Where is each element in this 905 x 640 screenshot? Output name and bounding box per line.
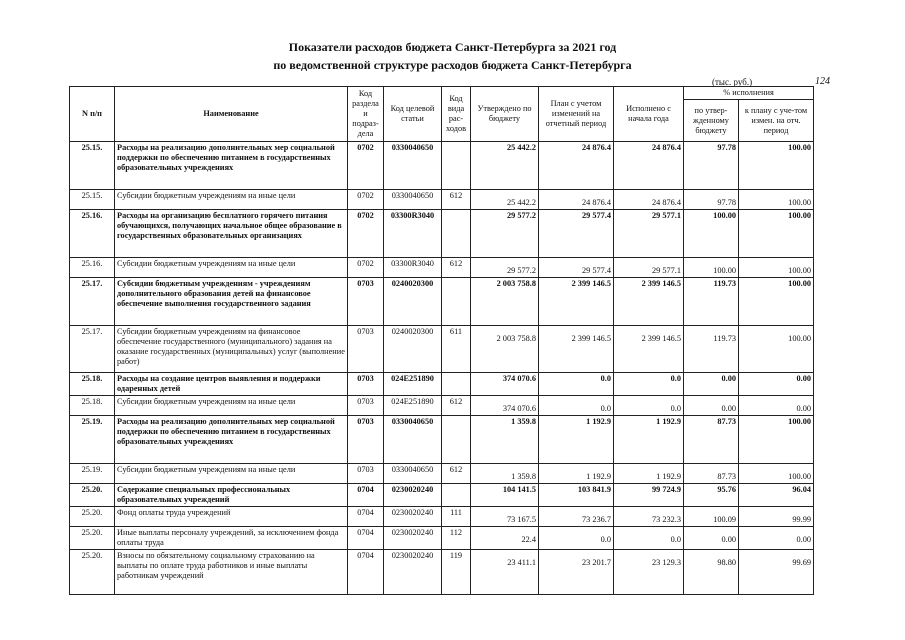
row-vid: [442, 278, 471, 326]
row-executed: 2 399 146.5: [614, 326, 684, 373]
row-number: 25.20.: [70, 484, 115, 507]
row-name: Субсидии бюджетным учреждениям на иные цели: [115, 464, 348, 484]
table-row: [70, 416, 814, 464]
row-name: Расходы на организацию бесплатного горячего питания обучающихся, получающих начальное общее образование в государственных образовательных организациях: [115, 210, 348, 258]
header-plan: План с учетом изменений на отчетный период: [539, 87, 614, 142]
row-razdel: 0703: [348, 396, 384, 416]
row-executed: 73 232.3: [614, 507, 684, 527]
row-pct-plan: 100.00: [739, 464, 814, 484]
row-number: 25.20.: [70, 527, 115, 550]
row-vid: [442, 484, 471, 507]
row-pct-approved: 119.73: [684, 278, 739, 326]
row-approved: 22.4: [471, 527, 539, 550]
row-plan: 2 399 146.5: [539, 326, 614, 373]
row-vid: 612: [442, 396, 471, 416]
row-pct-approved: 95.76: [684, 484, 739, 507]
row-pct-plan: 0.00: [739, 527, 814, 550]
row-pct-plan: 100.00: [739, 278, 814, 326]
row-pct-plan: 100.00: [739, 142, 814, 190]
row-statya: 024E251890: [384, 373, 442, 396]
row-executed: 2 399 146.5: [614, 278, 684, 326]
table-row: [70, 527, 814, 550]
row-razdel: 0704: [348, 550, 384, 595]
row-number: 25.17.: [70, 278, 115, 326]
row-pct-approved: 100.09: [684, 507, 739, 527]
row-approved: 23 411.1: [471, 550, 539, 595]
row-executed: 1 192.9: [614, 464, 684, 484]
report-title-line-1: Показатели расходов бюджета Санкт-Петербурга за 2021 год: [288, 40, 617, 54]
header-isp: Исполнено с начала года: [614, 87, 684, 142]
row-pct-approved: 87.73: [684, 464, 739, 484]
row-executed: 99 724.9: [614, 484, 684, 507]
row-approved: 25 442.2: [471, 142, 539, 190]
row-vid: 119: [442, 550, 471, 595]
row-statya: 0240020300: [384, 326, 442, 373]
row-number: 25.18.: [70, 396, 115, 416]
row-approved: 1 359.8: [471, 416, 539, 464]
row-plan: 2 399 146.5: [539, 278, 614, 326]
row-statya: 0330040650: [384, 142, 442, 190]
row-plan: 0.0: [539, 396, 614, 416]
row-vid: [442, 142, 471, 190]
row-razdel: 0703: [348, 416, 384, 464]
row-name: Субсидии бюджетным учреждениям - учреждениям дополнительного образования детей на финансовое обеспечение выполнения государственного задания: [115, 278, 348, 326]
budget-table: [69, 86, 814, 595]
row-statya: 03300R3040: [384, 210, 442, 258]
row-number: 25.19.: [70, 416, 115, 464]
table-body: [70, 142, 814, 595]
row-pct-approved: 0.00: [684, 373, 739, 396]
row-approved: 29 577.2: [471, 258, 539, 278]
row-razdel: 0704: [348, 484, 384, 507]
header-utv: Утверждено по бюджету: [471, 87, 539, 142]
row-number: 25.20.: [70, 507, 115, 527]
row-statya: 0330040650: [384, 464, 442, 484]
row-statya: 03300R3040: [384, 258, 442, 278]
row-approved: 2 003 758.8: [471, 278, 539, 326]
header-statya: Код целевой статьи: [384, 87, 442, 142]
row-number: 25.20.: [70, 550, 115, 595]
row-razdel: 0703: [348, 373, 384, 396]
row-executed: 0.0: [614, 527, 684, 550]
row-plan: 24 876.4: [539, 190, 614, 210]
table-row: [70, 142, 814, 190]
row-pct-approved: 0.00: [684, 527, 739, 550]
row-executed: 0.0: [614, 396, 684, 416]
row-number: 25.18.: [70, 373, 115, 396]
row-number: 25.16.: [70, 210, 115, 258]
row-pct-plan: 96.04: [739, 484, 814, 507]
row-plan: 0.0: [539, 527, 614, 550]
row-statya: 0330040650: [384, 416, 442, 464]
row-executed: 29 577.1: [614, 258, 684, 278]
row-statya: 0230020240: [384, 507, 442, 527]
row-razdel: 0703: [348, 278, 384, 326]
row-approved: 1 359.8: [471, 464, 539, 484]
row-name: Субсидии бюджетным учреждениям на иные цели: [115, 190, 348, 210]
row-plan: 1 192.9: [539, 416, 614, 464]
row-statya: 0240020300: [384, 278, 442, 326]
row-pct-approved: 100.00: [684, 258, 739, 278]
row-name: Расходы на создание центров выявления и поддержки одаренных детей: [115, 373, 348, 396]
row-razdel: 0702: [348, 190, 384, 210]
row-vid: 611: [442, 326, 471, 373]
row-vid: 612: [442, 464, 471, 484]
table-row: [70, 210, 814, 258]
row-pct-plan: 0.00: [739, 373, 814, 396]
row-plan: 23 201.7: [539, 550, 614, 595]
row-approved: 29 577.2: [471, 210, 539, 258]
report-title-line-2: по ведомственной структуре расходов бюджета Санкт-Петербурга: [273, 58, 632, 72]
row-number: 25.15.: [70, 142, 115, 190]
row-razdel: 0703: [348, 326, 384, 373]
row-name: Субсидии бюджетным учреждениям на финансовое обеспечение государственного (муниципального) задания на оказание государственных (муниципальных) услуг (выполнение работ): [115, 326, 348, 373]
table-row: [70, 484, 814, 507]
row-executed: 24 876.4: [614, 190, 684, 210]
table-row: [70, 550, 814, 595]
row-number: 25.19.: [70, 464, 115, 484]
row-executed: 1 192.9: [614, 416, 684, 464]
row-plan: 103 841.9: [539, 484, 614, 507]
row-name: Взносы по обязательному социальному страхованию на выплаты по оплате труда работников и иные выплаты работникам учреждений: [115, 550, 348, 595]
row-plan: 29 577.4: [539, 210, 614, 258]
table-row: [70, 373, 814, 396]
table-row: [70, 278, 814, 326]
row-vid: [442, 373, 471, 396]
row-name: Иные выплаты персоналу учреждений, за исключением фонда оплаты труда: [115, 527, 348, 550]
table-row: [70, 326, 814, 373]
row-razdel: 0702: [348, 142, 384, 190]
row-pct-plan: 100.00: [739, 416, 814, 464]
row-pct-approved: 0.00: [684, 396, 739, 416]
table-row: [70, 190, 814, 210]
row-approved: 2 003 758.8: [471, 326, 539, 373]
row-number: 25.16.: [70, 258, 115, 278]
row-number: 25.15.: [70, 190, 115, 210]
row-razdel: 0702: [348, 258, 384, 278]
row-razdel: 0704: [348, 507, 384, 527]
row-pct-approved: 98.80: [684, 550, 739, 595]
row-name: Субсидии бюджетным учреждениям на иные цели: [115, 396, 348, 416]
row-statya: 0330040650: [384, 190, 442, 210]
row-pct-plan: 100.00: [739, 258, 814, 278]
row-executed: 23 129.3: [614, 550, 684, 595]
row-razdel: 0704: [348, 527, 384, 550]
row-plan: 24 876.4: [539, 142, 614, 190]
row-plan: 29 577.4: [539, 258, 614, 278]
row-plan: 1 192.9: [539, 464, 614, 484]
row-pct-approved: 119.73: [684, 326, 739, 373]
row-razdel: 0702: [348, 210, 384, 258]
table-row: [70, 464, 814, 484]
row-executed: 24 876.4: [614, 142, 684, 190]
row-pct-plan: 100.00: [739, 190, 814, 210]
header-razdel: Код раздела и подраз-дела: [348, 87, 384, 142]
table-row: [70, 396, 814, 416]
row-approved: 73 167.5: [471, 507, 539, 527]
row-pct-plan: 99.69: [739, 550, 814, 595]
row-vid: [442, 416, 471, 464]
row-name: Расходы на реализацию дополнительных мер социальной поддержки по обеспечению питанием в государственных образовательных учреждениях: [115, 416, 348, 464]
row-vid: 112: [442, 527, 471, 550]
row-statya: 0230020240: [384, 550, 442, 595]
header-pct-utv: по утвер-жденному бюджету: [684, 100, 739, 142]
row-name: Содержание специальных профессиональных образовательных учреждений: [115, 484, 348, 507]
row-vid: 111: [442, 507, 471, 527]
row-approved: 374 070.6: [471, 396, 539, 416]
units-label: (тыс. руб.): [712, 77, 753, 87]
row-executed: 0.0: [614, 373, 684, 396]
row-pct-approved: 97.78: [684, 190, 739, 210]
page-number: 124: [815, 76, 830, 87]
row-approved: 25 442.2: [471, 190, 539, 210]
row-number: 25.17.: [70, 326, 115, 373]
row-pct-plan: 100.00: [739, 210, 814, 258]
header-npp: N п/п: [70, 87, 115, 142]
header-pct-plan: к плану с уче-том измен. на отч. период: [739, 100, 814, 142]
row-vid: 612: [442, 190, 471, 210]
row-plan: 73 236.7: [539, 507, 614, 527]
row-name: Фонд оплаты труда учреждений: [115, 507, 348, 527]
row-statya: 0230020240: [384, 527, 442, 550]
row-razdel: 0703: [348, 464, 384, 484]
row-vid: [442, 210, 471, 258]
row-pct-approved: 97.78: [684, 142, 739, 190]
row-plan: 0.0: [539, 373, 614, 396]
row-pct-approved: 100.00: [684, 210, 739, 258]
row-vid: 612: [442, 258, 471, 278]
row-executed: 29 577.1: [614, 210, 684, 258]
row-approved: 374 070.6: [471, 373, 539, 396]
row-pct-plan: 100.00: [739, 326, 814, 373]
row-name: Расходы на реализацию дополнительных мер социальной поддержки по обеспечению питанием в государственных образовательных учреждениях: [115, 142, 348, 190]
row-pct-plan: 99.99: [739, 507, 814, 527]
header-pct-group: % исполнения: [684, 87, 814, 100]
row-approved: 104 141.5: [471, 484, 539, 507]
row-statya: 0230020240: [384, 484, 442, 507]
row-name: Субсидии бюджетным учреждениям на иные цели: [115, 258, 348, 278]
header-vid: Код вида рас-ходов: [442, 87, 471, 142]
row-statya: 024E251890: [384, 396, 442, 416]
header-name: Наименование: [115, 87, 348, 142]
table-row: [70, 507, 814, 527]
row-pct-approved: 87.73: [684, 416, 739, 464]
table-row: [70, 258, 814, 278]
row-pct-plan: 0.00: [739, 396, 814, 416]
